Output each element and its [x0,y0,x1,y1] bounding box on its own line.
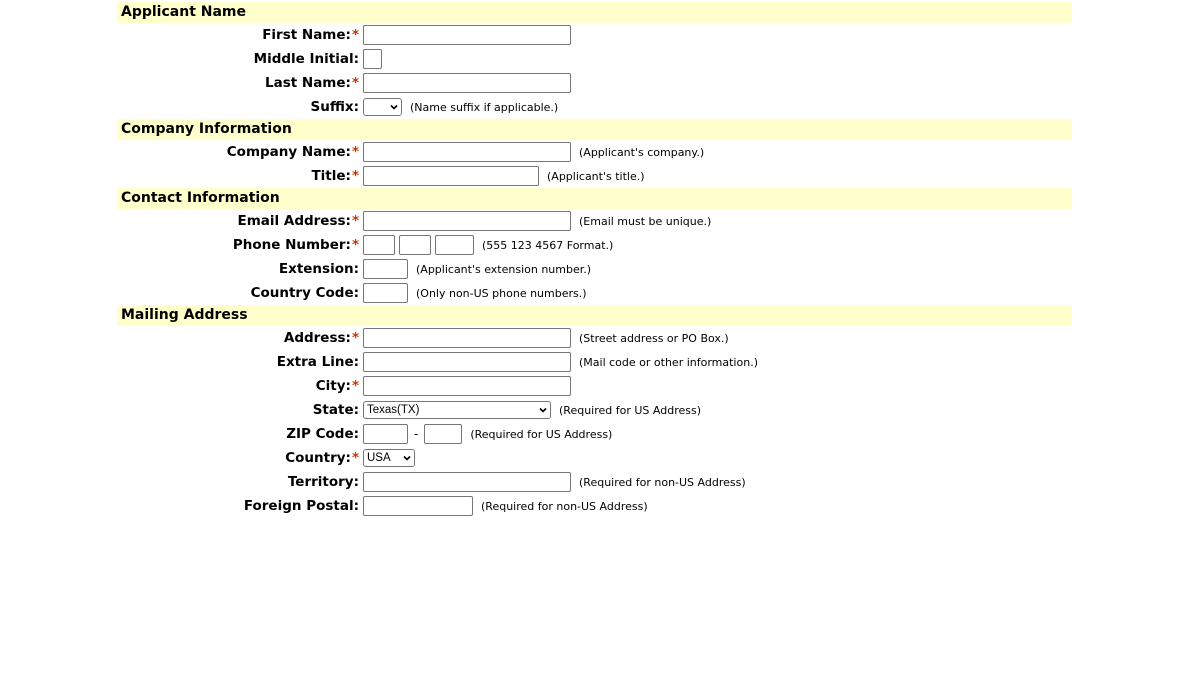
address-hint: (Street address or PO Box.) [579,331,729,345]
state-select[interactable] [363,401,551,419]
first-name-label: First Name:* [262,27,359,43]
email-input[interactable] [363,211,571,231]
territory-label: Territory: [287,474,359,490]
state-selected: Texas(TX) [367,404,420,416]
extra-line-input[interactable] [363,352,571,372]
zip-hint: (Required for US Address) [470,427,613,441]
chevron-down-icon [390,103,398,111]
address-label: Address:* [283,330,359,346]
required-marker: * [351,75,359,91]
phone-area-code-input[interactable] [363,235,395,255]
chevron-down-icon [539,406,547,414]
extension-input[interactable] [363,259,408,279]
required-marker: * [351,450,359,466]
suffix-select[interactable] [363,98,402,116]
extra-line-hint: (Mail code or other information.) [579,355,758,369]
row-address [117,326,1072,350]
row-title [117,164,1072,188]
phone-hint: (555 123 4567 Format.) [482,238,614,252]
title-hint: (Applicant's title.) [547,169,645,183]
extension-hint: (Applicant's extension number.) [416,262,592,276]
city-input[interactable] [363,376,571,396]
address-input[interactable] [363,328,571,348]
row-extra-line [117,350,1072,374]
row-suffix [117,95,1072,119]
extension-label: Extension: [278,261,359,277]
row-email [117,209,1072,233]
country-selected: USA [367,452,391,464]
chevron-down-icon [403,454,411,462]
foreign-postal-hint: (Required for non-US Address) [481,499,648,513]
row-state [117,398,1072,422]
suffix-label: Suffix: [310,99,359,115]
row-country-code [117,281,1072,305]
country-label: Country:* [285,450,359,466]
country-code-label: Country Code: [250,285,359,301]
title-label: Title:* [311,168,359,184]
zip-label: ZIP Code: [286,426,359,442]
application-form [117,2,1072,518]
required-marker: * [351,378,359,394]
middle-initial-input[interactable] [363,49,382,69]
zip-plus4-input[interactable] [424,424,462,444]
phone-prefix-input[interactable] [399,235,431,255]
company-name-hint: (Applicant's company.) [579,145,705,159]
company-name-label: Company Name:* [226,144,359,160]
country-code-input[interactable] [363,283,408,303]
row-territory [117,470,1072,494]
section-contact-information: Contact Information [117,188,1072,209]
row-country [117,446,1072,470]
zip-input[interactable] [363,424,408,444]
first-name-input[interactable] [363,25,571,45]
country-code-hint: (Only non-US phone numbers.) [416,286,587,300]
last-name-input[interactable] [363,73,571,93]
required-marker: * [351,213,359,229]
row-middle-initial [117,47,1072,71]
middle-initial-label: Middle Initial: [253,51,359,67]
city-label: City:* [315,378,359,394]
phone-label: Phone Number:* [232,237,359,253]
required-marker: * [351,237,359,253]
required-marker: * [351,168,359,184]
row-phone [117,233,1072,257]
section-company-information: Company Information [117,119,1072,140]
territory-hint: (Required for non-US Address) [579,475,746,489]
last-name-label: Last Name:* [265,75,359,91]
extra-line-label: Extra Line: [276,354,359,370]
row-zip [117,422,1072,446]
country-select[interactable] [363,449,415,467]
section-applicant-name: Applicant Name [117,2,1072,23]
suffix-hint: (Name suffix if applicable.) [410,100,559,114]
email-label: Email Address:* [237,213,359,229]
section-mailing-address: Mailing Address [117,305,1072,326]
email-hint: (Email must be unique.) [579,214,712,228]
title-input[interactable] [363,166,539,186]
phone-line-input[interactable] [435,235,474,255]
foreign-postal-label: Foreign Postal: [243,498,359,514]
required-marker: * [351,27,359,43]
row-extension [117,257,1072,281]
row-first-name [117,23,1072,47]
row-foreign-postal [117,494,1072,518]
company-name-input[interactable] [363,142,571,162]
row-last-name [117,71,1072,95]
state-label: State: [312,402,359,418]
required-marker: * [351,330,359,346]
state-hint: (Required for US Address) [559,403,701,417]
row-city [117,374,1072,398]
zip-separator: - [414,427,419,441]
territory-input[interactable] [363,472,571,492]
row-company-name [117,140,1072,164]
foreign-postal-input[interactable] [363,496,473,516]
required-marker: * [351,144,359,160]
